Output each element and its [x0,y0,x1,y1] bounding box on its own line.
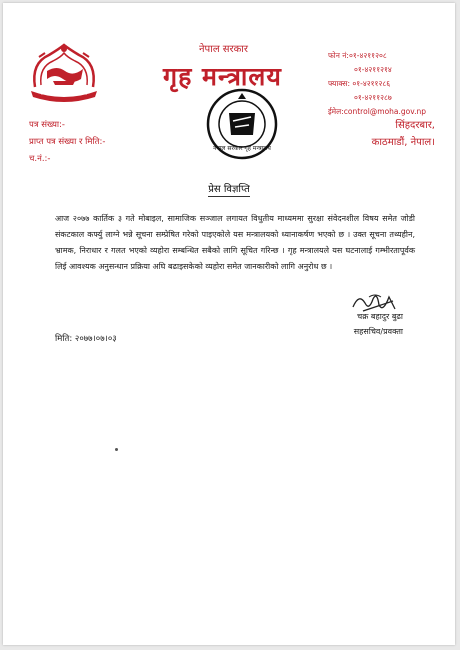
heading-text: प्रेस विज्ञप्ति [208,184,250,195]
fax-line-2: ०१-४२११२८७ [354,93,392,102]
ministry-seal-icon [205,87,279,161]
government-name: नेपाल सरकार [199,44,248,55]
ministry-title: गृह मन्त्रालय [163,62,282,91]
signer-block [354,309,403,339]
paper-speck [115,448,118,451]
reference-block [29,117,105,168]
dispatch-number-label: च.नं.:- [29,154,51,164]
issue-date: मिति: २०७७।०७।०३ [55,334,117,344]
signer-title: सहसचिव/प्रवक्ता [353,327,403,336]
phone-line-2: ०१-४२११२१४ [354,65,392,74]
fax-line: फ्याक्स: ०१-४२११२८६ [328,79,391,88]
contact-block [328,49,426,119]
nepal-emblem-icon [25,41,103,107]
address-line-2: काठमाडौं, नेपाल। [371,137,435,148]
signer-name: चक्र बहादुर बुढा [357,312,403,321]
seal-text: नेपाल सरकार गृह मन्त्रालय [213,145,271,152]
email-line: ईमेल:control@moha.gov.np [328,107,427,116]
letter-page [3,3,455,645]
received-letter-label: प्राप्त पत्र संख्या र मिति:- [29,137,106,147]
body-paragraph: आज २०७७ कार्तिक ३ गते मोबाइल, सामाजिक सञ्जाल लगायत विधुतीय माध्यममा सुरक्षा संवेदनशील विषय समेत जोडी संकटकाल कर्फ्यु लाग्ने भन्ने सूचना सम्प्रेषित गरेको पाइएकोले यस मन्त्रालयको ध्यानाकर्षण भएको छ । उक्त सूचना तथ्यहीन, भ्रामक, निराधार र गलत भएको व्यहोरा सम्बन्धित सबैको लागि सूचित गरिन्छ । गृह मन्त्रालयले यस घटनालाई गम्भीरतापूर्वक लिई आवश्यक अनुसन्धान प्रक्रिया अघि बढाइसकेको व्यहोरा समेत जानकारीको लागि अनुरोध छ । [55,214,415,271]
address-line-1: सिंहदरबार, [395,120,435,131]
phone-line: फोन नं:०१-४२११२०८ [328,51,387,60]
letter-number-label: पत्र संख्या:- [29,120,66,130]
address-block [372,117,435,151]
press-release-heading [3,181,455,195]
